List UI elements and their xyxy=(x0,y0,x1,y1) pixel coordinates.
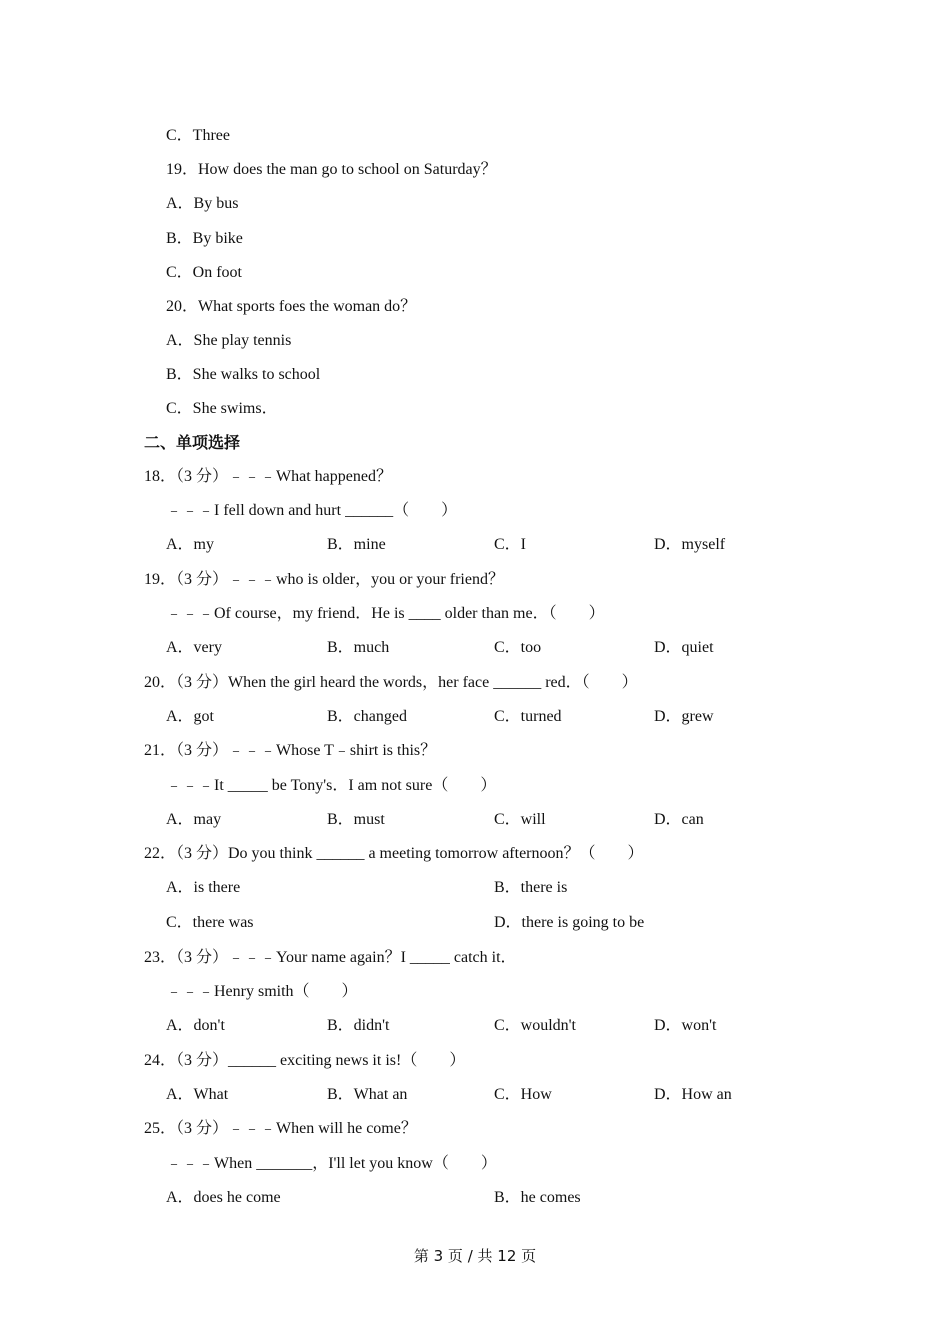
question-stem: 20．（3 分）When the girl heard the words，her face ______ red．（ ） xyxy=(144,674,638,691)
option-c: C．there was xyxy=(166,914,254,931)
option-c: C．too xyxy=(494,639,542,656)
option-d: D．won't xyxy=(654,1017,717,1034)
option-b: B．there is xyxy=(494,879,568,896)
option-c: C．I xyxy=(494,536,527,553)
q19-listening-stem: 19．How does the man go to school on Saturday？ xyxy=(166,161,497,178)
option-a: A．don't xyxy=(166,1017,225,1034)
option-a: A．may xyxy=(166,811,222,828)
q20-option-a: A．She play tennis xyxy=(166,332,292,349)
option-a: A．my xyxy=(166,536,215,553)
page-number: 第 3 页 / 共 12 页 xyxy=(413,1247,537,1265)
option-c: C．wouldn't xyxy=(494,1017,577,1034)
option-a: A．very xyxy=(166,639,222,656)
option-b: B．What an xyxy=(327,1086,408,1103)
question-stem: 24．（3 分）______ exciting news it is!（ ） xyxy=(144,1052,466,1069)
question-dialogue: ﹣﹣﹣Of course，my friend．He is ____ older than me．（ ） xyxy=(166,605,605,622)
q19-option-b: B．By bike xyxy=(166,230,243,247)
option-c: C．How xyxy=(494,1086,552,1103)
q19-option-c: C．On foot xyxy=(166,264,243,281)
option-b: B．much xyxy=(327,639,390,656)
option-d: D．quiet xyxy=(654,639,714,656)
q20-listening-stem: 20．What sports foes the woman do？ xyxy=(166,298,417,315)
option-a: A．does he come xyxy=(166,1189,281,1206)
option-d: D．can xyxy=(654,811,704,828)
option-d: D．myself xyxy=(654,536,726,553)
question-stem: 23．（3 分）﹣﹣﹣Your name again？I _____ catch it． xyxy=(144,949,517,966)
option-b: B．didn't xyxy=(327,1017,390,1034)
q19-option-a: A．By bus xyxy=(166,195,239,212)
option-b: B．must xyxy=(327,811,385,828)
q20-option-b: B．She walks to school xyxy=(166,366,321,383)
option-c: C．turned xyxy=(494,708,562,725)
question-dialogue: ﹣﹣﹣I fell down and hurt ______（ ） xyxy=(166,502,458,519)
q20-option-c: C．She swims． xyxy=(166,400,278,417)
q18-option-c: C．Three xyxy=(166,127,230,144)
option-a: A．is there xyxy=(166,879,241,896)
option-d: D．grew xyxy=(654,708,714,725)
option-b: B．he comes xyxy=(494,1189,581,1206)
question-stem: 22．（3 分）Do you think ______ a meeting tomorrow afternoon？（ ） xyxy=(144,845,644,862)
option-a: A．What xyxy=(166,1086,229,1103)
option-a: A．got xyxy=(166,708,215,725)
option-b: B．changed xyxy=(327,708,407,725)
question-stem: 25．（3 分）﹣﹣﹣When will he come？ xyxy=(144,1120,417,1137)
option-d: D．How an xyxy=(654,1086,732,1103)
question-stem: 21．（3 分）﹣﹣﹣Whose T﹣shirt is this？ xyxy=(144,742,437,759)
question-dialogue: ﹣﹣﹣It _____ be Tony's．I am not sure（ ） xyxy=(166,777,497,794)
question-stem: 19．（3 分）﹣﹣﹣who is older，you or your friend？ xyxy=(144,571,504,588)
option-b: B．mine xyxy=(327,536,386,553)
question-dialogue: ﹣﹣﹣When _______，I'll let you know（ ） xyxy=(166,1155,497,1172)
question-dialogue: ﹣﹣﹣Henry smith（ ） xyxy=(166,983,358,1000)
option-c: C．will xyxy=(494,811,546,828)
question-stem: 18．（3 分）﹣﹣﹣What happened？ xyxy=(144,468,392,485)
option-d: D．there is going to be xyxy=(494,914,645,931)
section-title: 二、单项选择 xyxy=(144,433,241,452)
